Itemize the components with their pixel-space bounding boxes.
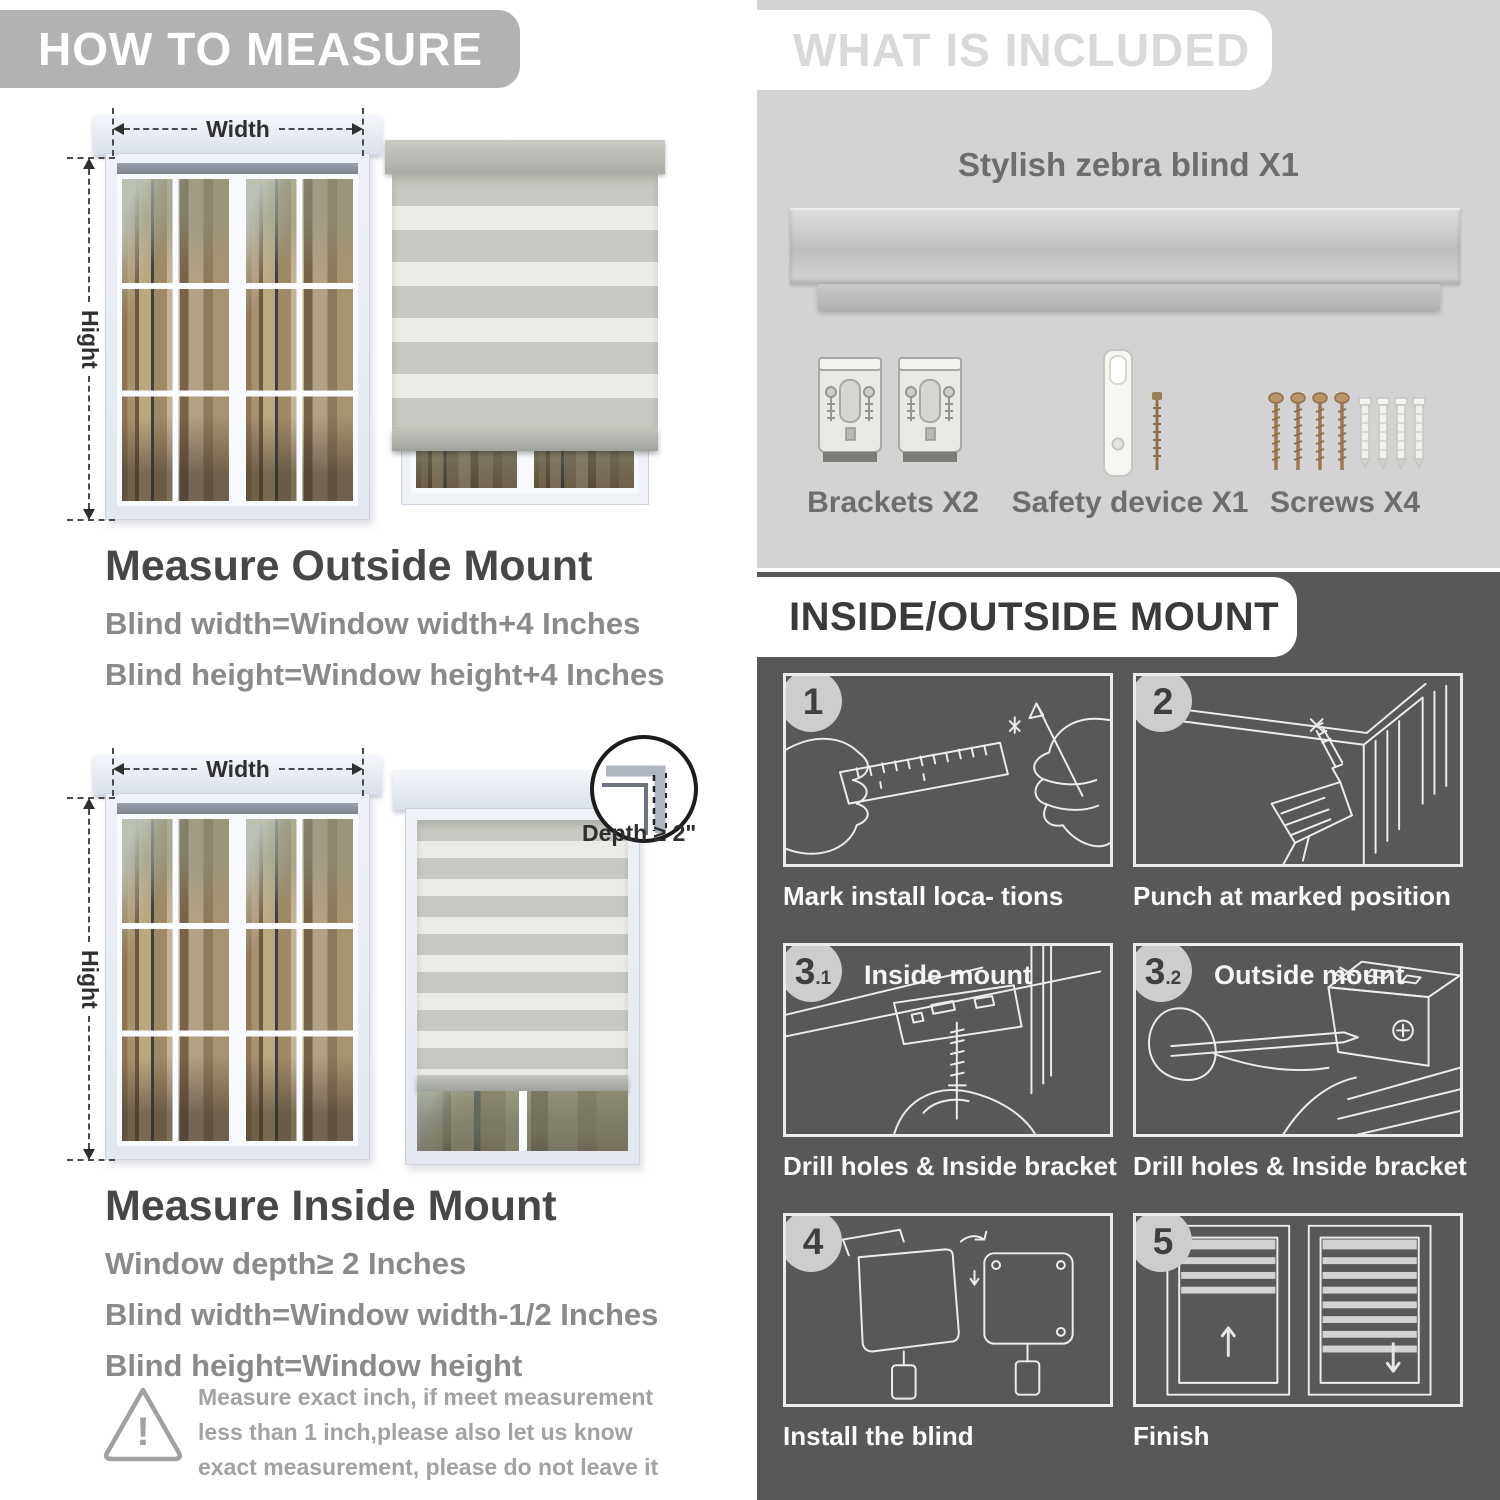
step-number-badge: 3 .1 xyxy=(783,943,842,1002)
step-1-illustration xyxy=(783,673,1113,867)
step-2-illustration xyxy=(1133,673,1463,867)
step-4-illustration xyxy=(783,1213,1113,1407)
how-to-measure-header: HOW TO MEASURE xyxy=(0,10,520,88)
inside-mount-heading: Measure Inside Mount xyxy=(105,1182,557,1230)
window-frame xyxy=(105,793,370,1160)
step-caption: Drill holes & Inside bracket xyxy=(783,1151,1117,1181)
measure-tick xyxy=(362,748,364,796)
measure-tick xyxy=(67,797,115,799)
blind-cassette xyxy=(385,140,665,174)
window-roller-strip xyxy=(117,163,358,174)
inside-mount-rule-3: Blind height=Window height xyxy=(105,1348,523,1383)
step-2 xyxy=(1133,673,1463,912)
step-3-1-illustration xyxy=(783,943,1113,1137)
outside-mount-window-illustration xyxy=(105,115,370,520)
measure-tick xyxy=(112,748,114,796)
step-number-badge: 4 xyxy=(783,1213,842,1272)
step-4 xyxy=(783,1213,1113,1452)
measure-tick xyxy=(67,519,115,521)
zebra-blind-cassette-image xyxy=(790,208,1460,284)
zebra-blind-rail-image xyxy=(818,284,1440,310)
step-number-badge: 2 xyxy=(1133,673,1192,732)
brackets-image xyxy=(815,356,965,474)
screws-label: Screws X4 xyxy=(1269,486,1421,519)
inside-outside-mount-header: INSIDE/OUTSIDE MOUNT xyxy=(757,577,1297,657)
step-3-1 xyxy=(783,943,1117,1182)
zebra-blind-body xyxy=(392,174,658,429)
outside-mount-rule-1: Blind width=Window width+4 Inches xyxy=(105,606,641,641)
screws-image xyxy=(1266,392,1430,478)
blind-bottom-rail xyxy=(392,429,658,451)
svg-text:!: ! xyxy=(136,1410,150,1454)
step-caption: Punch at marked position xyxy=(1133,881,1451,911)
step-caption: Drill holes & Inside bracket xyxy=(1133,1151,1467,1181)
measure-tick xyxy=(67,157,115,159)
depth-note: Depth ≥ 2" xyxy=(582,820,697,846)
window-frame xyxy=(105,153,370,520)
arrowhead-left-icon xyxy=(113,763,124,775)
outside-mount-blind-illustration xyxy=(385,140,665,505)
step-title: Inside mount xyxy=(864,960,1032,990)
window-glass xyxy=(117,174,358,506)
safety-device-image xyxy=(1096,348,1176,482)
zebra-blind-body xyxy=(417,820,628,1075)
inside-mount-rule-2: Blind width=Window width-1/2 Inches xyxy=(105,1297,659,1332)
inside-mount-window-illustration xyxy=(105,755,370,1160)
width-measure-arrow xyxy=(113,756,363,782)
outside-mount-heading: Measure Outside Mount xyxy=(105,542,593,590)
step-number-badge: 5 xyxy=(1133,1213,1192,1272)
width-measure-arrow xyxy=(113,116,363,142)
measure-tick xyxy=(112,108,114,156)
width-label: Width xyxy=(206,115,270,142)
window-sash xyxy=(241,174,358,506)
warning-triangle-icon xyxy=(100,1383,186,1467)
step-caption: Finish xyxy=(1133,1421,1210,1451)
height-measure-arrow xyxy=(76,158,102,520)
inside-mount-rule-1: Window depth≥ 2 Inches xyxy=(105,1246,467,1281)
step-5 xyxy=(1133,1213,1463,1452)
step-caption: Mark install loca- tions xyxy=(783,881,1064,911)
step-3-2-illustration xyxy=(1133,943,1463,1137)
height-measure-arrow xyxy=(76,798,102,1160)
window-sash xyxy=(117,814,234,1146)
arrowhead-up-icon xyxy=(83,158,95,169)
step-3-2 xyxy=(1133,943,1467,1182)
measure-tick xyxy=(67,1159,115,1161)
window-sash xyxy=(241,814,358,1146)
height-label: Hight xyxy=(77,949,103,1009)
step-number-badge: 1 xyxy=(783,673,842,732)
glass-below-blind xyxy=(417,1091,628,1151)
window-opening xyxy=(417,820,628,1151)
window-frame xyxy=(405,808,640,1165)
step-1 xyxy=(783,673,1113,912)
height-label: Hight xyxy=(77,309,103,369)
window-sash xyxy=(117,174,234,506)
step-caption: Install the blind xyxy=(783,1421,974,1451)
brackets-label: Brackets X2 xyxy=(807,486,979,519)
included-blind-label: Stylish zebra blind X1 xyxy=(957,146,1300,183)
arrowhead-up-icon xyxy=(83,798,95,809)
center-mullion xyxy=(519,1091,527,1151)
step-number-badge: 3 .2 xyxy=(1133,943,1192,1002)
measure-tick xyxy=(362,108,364,156)
outside-mount-rule-2: Blind height=Window height+4 Inches xyxy=(105,657,665,692)
what-is-included-header: WHAT IS INCLUDED xyxy=(757,10,1272,90)
width-label: Width xyxy=(206,755,270,782)
step-5-illustration xyxy=(1133,1213,1463,1407)
safety-device-label: Safety device X1 xyxy=(1011,486,1249,519)
arrowhead-left-icon xyxy=(113,123,124,135)
blind-bottom-rail xyxy=(417,1075,628,1091)
measure-warning-text: Measure exact inch, if meet measurement less than 1 inch,please also let us know exact measurement, please do not leave it xyxy=(198,1384,659,1480)
window-glass xyxy=(117,814,358,1146)
step-title: Outside mount xyxy=(1214,960,1405,990)
window-roller-strip xyxy=(117,803,358,814)
